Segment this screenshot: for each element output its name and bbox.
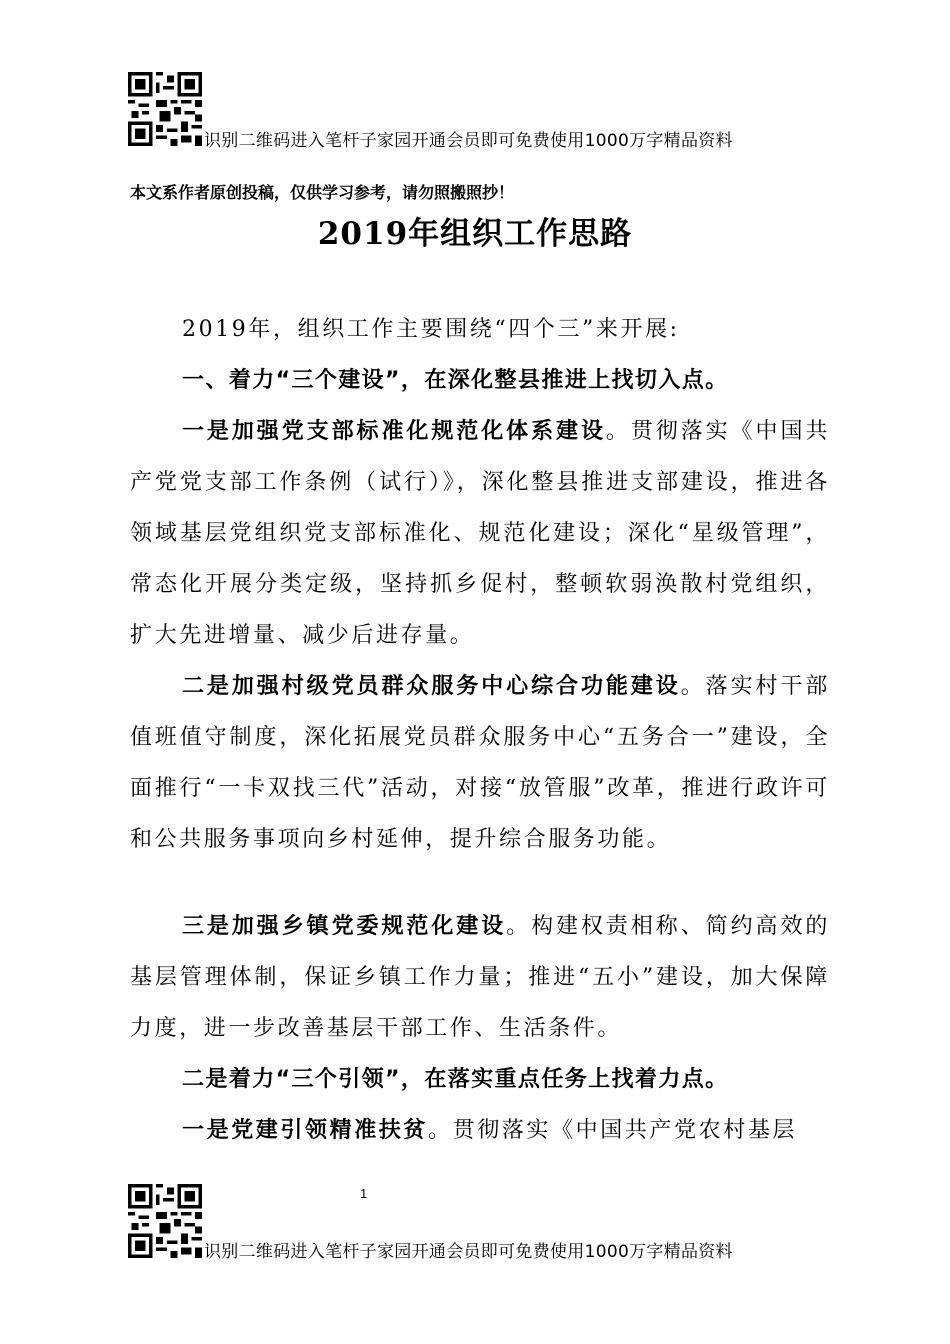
copyright-notice: 本文系作者原创投稿，仅供学习参考，请勿照搬照抄！ (130, 183, 515, 202)
paragraph (130, 406, 830, 661)
qr-code-icon (128, 72, 202, 146)
paragraph (130, 1105, 830, 1156)
intro-paragraph: 2019年，组织工作主要围绕“四个三”来开展: (182, 317, 680, 342)
paragraph-text: 。落实村干部值班值守制度，深化拓展党员群众服务中心“五务合一”建设，全面推行“一卡双找三代”活动，对接“放管服”改革，推进行政许可和公共服务事项向乡村延伸，提升综合服务功能。 (130, 674, 830, 852)
paragraph-lead: 二是加强村级党员群众服务中心综合功能建设 (182, 673, 681, 699)
paragraph-lead: 三是加强乡镇党委规范化建设 (182, 913, 507, 939)
paragraph (130, 661, 830, 865)
paragraph-text: 。贯彻落实《中国共产党党支部工作条例（试行）》，深化整县推进支部建设，推进各领域基层党组织党支部标准化、规范化建设；深化“星级管理”，常态化开展分类定级，坚持抓乡促村，整顿软弱涣散村党组织，扩大先进增量、减少后进存量。 (130, 419, 831, 648)
paragraph-text: 。构建权责相称、简约高效的基层管理体制，保证乡镇工作力量；推进“五小”建设，加大保障力度，进一步改善基层干部工作、生活条件。 (130, 914, 830, 1041)
qr-code-icon (128, 1184, 202, 1258)
page-title: 2019年组织工作思路 (317, 216, 633, 252)
document-body (130, 304, 830, 1156)
page-number: 1 (360, 1186, 368, 1201)
paragraph (130, 901, 830, 1054)
paragraph-text: 。贯彻落实《中国共产党农村基层 (428, 1118, 798, 1143)
paragraph-lead: 一是党建引领精准扶贫 (182, 1117, 429, 1143)
header-caption: 识别二维码进入笔杆子家园开通会员即可免费使用1000万字精品资料 (204, 131, 733, 151)
paragraph-lead: 一是加强党支部标准化规范化体系建设 (182, 418, 606, 444)
blank-line (130, 865, 830, 901)
section-heading-2: 二是着力“三个引领”，在落实重点任务上找着力点。 (182, 1067, 729, 1092)
footer-caption: 识别二维码进入笔杆子家园开通会员即可免费使用1000万字精品资料 (204, 1242, 733, 1262)
section-heading-1: 一、着力“三个建设”，在深化整县推进上找切入点。 (182, 368, 729, 393)
